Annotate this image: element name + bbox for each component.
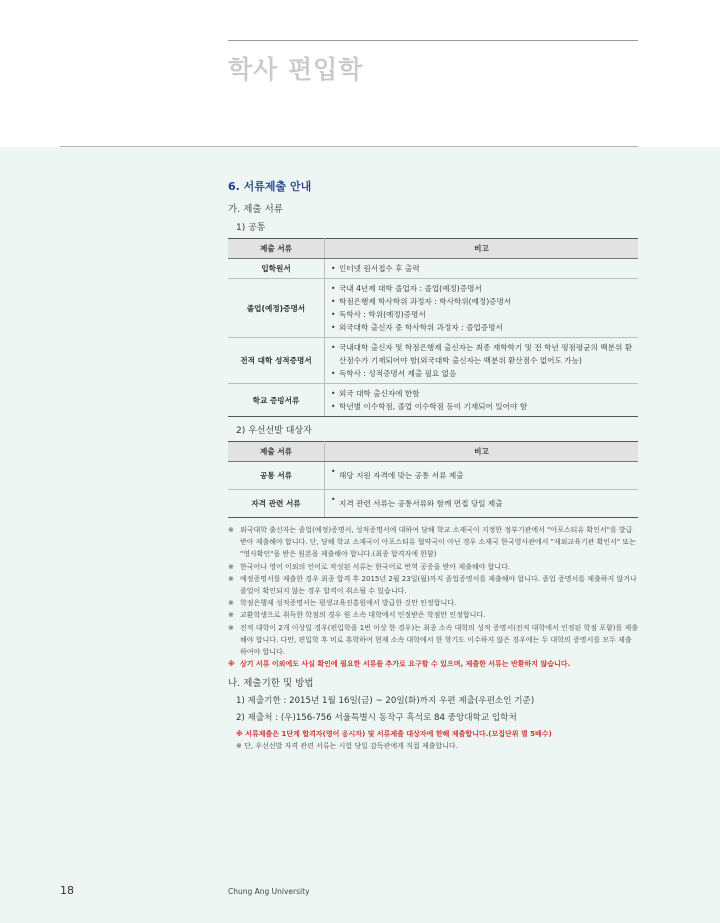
note-mark: ※: [236, 742, 242, 751]
header-divider: [60, 146, 638, 147]
table-row: [228, 462, 638, 490]
note-mark: ※: [228, 611, 234, 620]
remark-item: • 해당 지원 자격에 맞는 공통 서류 제출: [328, 465, 635, 486]
remarks-cell: [325, 279, 639, 338]
note-text: 예정증명서를 제출한 경우 최종 합격 후 2015년 2월 23일(월)까지 졸업증명서를 제출해야 합니다. 졸업 증명서를 제출하지 않거나 졸업이 확인되지 않는 경우 합격이 취소될 수 있습니다.: [240, 574, 637, 596]
column-header-document: 제출 서류: [228, 442, 325, 462]
table-row: [228, 384, 638, 417]
deadline-red-note: [228, 728, 638, 740]
note-mark: ※: [228, 562, 234, 571]
document-name: 공통 서류: [228, 462, 325, 490]
top-rule: [228, 40, 638, 41]
red-note: [228, 658, 638, 670]
note-item: [228, 609, 638, 621]
table-row: [228, 259, 638, 279]
notes-list: [228, 524, 638, 670]
column-header-remarks: 비고: [325, 442, 639, 462]
note-text: 상기 서류 이외에도 사실 확인에 필요한 서류를 추가로 요구할 수 있으며, 제출한 서류는 반환하지 않습니다.: [240, 660, 571, 669]
document-name: 전적 대학 성적증명서: [228, 338, 325, 384]
common-documents-table: [228, 238, 638, 417]
note-item: [228, 524, 638, 561]
footer-university: Chung Ang University: [228, 887, 310, 896]
note-item: [228, 561, 638, 573]
table-header-row: [228, 442, 638, 462]
deadline-line: 1) 제출기한 : 2015년 1월 16일(금) ~ 20일(화)까지 우편 제출(우편소인 기준): [236, 696, 535, 707]
remark-item: • 독학사 : 성적증명서 제출 필요 없음: [328, 367, 635, 380]
remark-item: • 인터넷 원서접수 후 출력: [328, 262, 635, 275]
address-line: 2) 제출처 : (우)156-756 서울특별시 동작구 흑석로 84 중앙대학교 입학처: [236, 713, 517, 724]
note-item: [228, 597, 638, 609]
note-text: 외국대학 출신자는 졸업(예정)증명서, 성적증명서에 대하여 당해 학교 소재국이 지정한 정부기관에서 "아포스티유 확인서"를 발급 받아 제출해야 합니다. 단, 당해 학교 소재국이 아포스티유 협약국이 아닌 경우 소재국 한국영사관에서 "재외교육기관 확인서" 또는 "영사확인"을 받은 원본을 제출해야 합니다.(최종 합격자에 한함): [240, 526, 636, 559]
table-row: [228, 490, 638, 518]
main-content: [228, 178, 638, 752]
note-mark: ※: [236, 730, 243, 739]
section-title: 6. 서류제출 안내: [228, 180, 312, 193]
note-mark: ※: [228, 623, 234, 632]
remark-item: • 국내대학 출신자 및 학점은행제 출신자는 최종 재학학기 및 전 학년 평점평균의 백분위 환산점수가 기재되어야 함(외국대학 출신자는 백분위 환산점수 없어도 가능): [328, 341, 635, 367]
note-text: 교환학생으로 취득한 학점의 경우 원 소속 대학에서 인정받은 학점만 인정합니다.: [240, 611, 486, 620]
remark-item: • 독학사 : 학위(예정)증명서: [328, 308, 635, 321]
remark-item: • 지격 관련 서류는 공통서류와 함께 면접 당일 제출: [328, 493, 635, 514]
page-title: 학사 편입학: [228, 55, 364, 84]
remark-item: • 학점은행제 학사학위 과정자 : 학사학위(예정)증명서: [328, 295, 635, 308]
column-header-remarks: 비고: [325, 239, 639, 259]
remarks-cell: [325, 259, 639, 279]
remarks-cell: [325, 338, 639, 384]
table-header-row: [228, 239, 638, 259]
remarks-cell: [325, 462, 639, 490]
page-number: 18: [60, 884, 74, 897]
table-row: [228, 338, 638, 384]
deadline-note: [228, 740, 638, 752]
note-mark: ※: [228, 526, 234, 534]
note-text: 한국어나 영어 이외의 언어로 작성된 서류는 한국어로 번역 공증을 받아 제출해야 합니다.: [240, 562, 511, 571]
document-name: 자격 관련 서류: [228, 490, 325, 518]
remark-item: • 국내 4년제 대학 졸업자 : 졸업(예정)증명서: [328, 282, 635, 295]
note-text: 서류제출은 1단계 합격자(영어 응시자) 및 서류제출 대상자에 한해 제출합니다.(모집단위 별 5배수): [245, 730, 552, 739]
remark-item: • 외국 대학 출신자에 한함: [328, 387, 635, 400]
column-header-document: 제출 서류: [228, 239, 325, 259]
priority-documents-table: [228, 441, 638, 518]
remarks-cell: [325, 384, 639, 417]
document-name: 졸업(예정)증명서: [228, 279, 325, 338]
remarks-cell: [325, 490, 639, 518]
note-mark: ※: [228, 574, 234, 583]
note-text: 전적 대학이 2개 이상일 경우(편입학을 1번 이상 한 경우)는 최종 소속 대학의 성적 증명서(전적 대학에서 인정된 학점 포함)를 제출해야 합니다. 다만, 편입학 후 비로 휴학하여 현재 소속 대학에서 한 학기도 이수하지 않은 경우에는 두 대학의 증명서를 모두 제출하여야 합니다.: [240, 623, 638, 657]
remark-item: • 학년별 이수학점, 졸업 이수학점 등이 기재되어 있어야 함: [328, 400, 635, 413]
note-text: 학점은행제 성적증명서는 평생교육진흥원에서 발급한 것만 인정합니다.: [240, 599, 457, 608]
document-name: 입학원서: [228, 259, 325, 279]
subsection-priority: 2) 우선선발 대상자: [236, 426, 312, 436]
note-mark: ※: [228, 599, 234, 608]
note-item: [228, 622, 638, 659]
remark-item: • 외국대학 출신자 중 학사학위 과정자 : 졸업증명서: [328, 321, 635, 334]
note-text: 단, 우선선발 자격 관련 서류는 시험 당일 감독관에게 직접 제출합니다.: [244, 742, 458, 751]
document-name: 학교 증빙서류: [228, 384, 325, 417]
note-mark: ※: [228, 660, 235, 669]
note-item: [228, 573, 638, 597]
subsection-common: 1) 공통: [236, 223, 266, 233]
subsection-deadline: 나. 제출기한 및 방법: [228, 678, 314, 690]
subsection-documents: 가. 제출 서류: [228, 204, 283, 215]
table-row: [228, 279, 638, 338]
